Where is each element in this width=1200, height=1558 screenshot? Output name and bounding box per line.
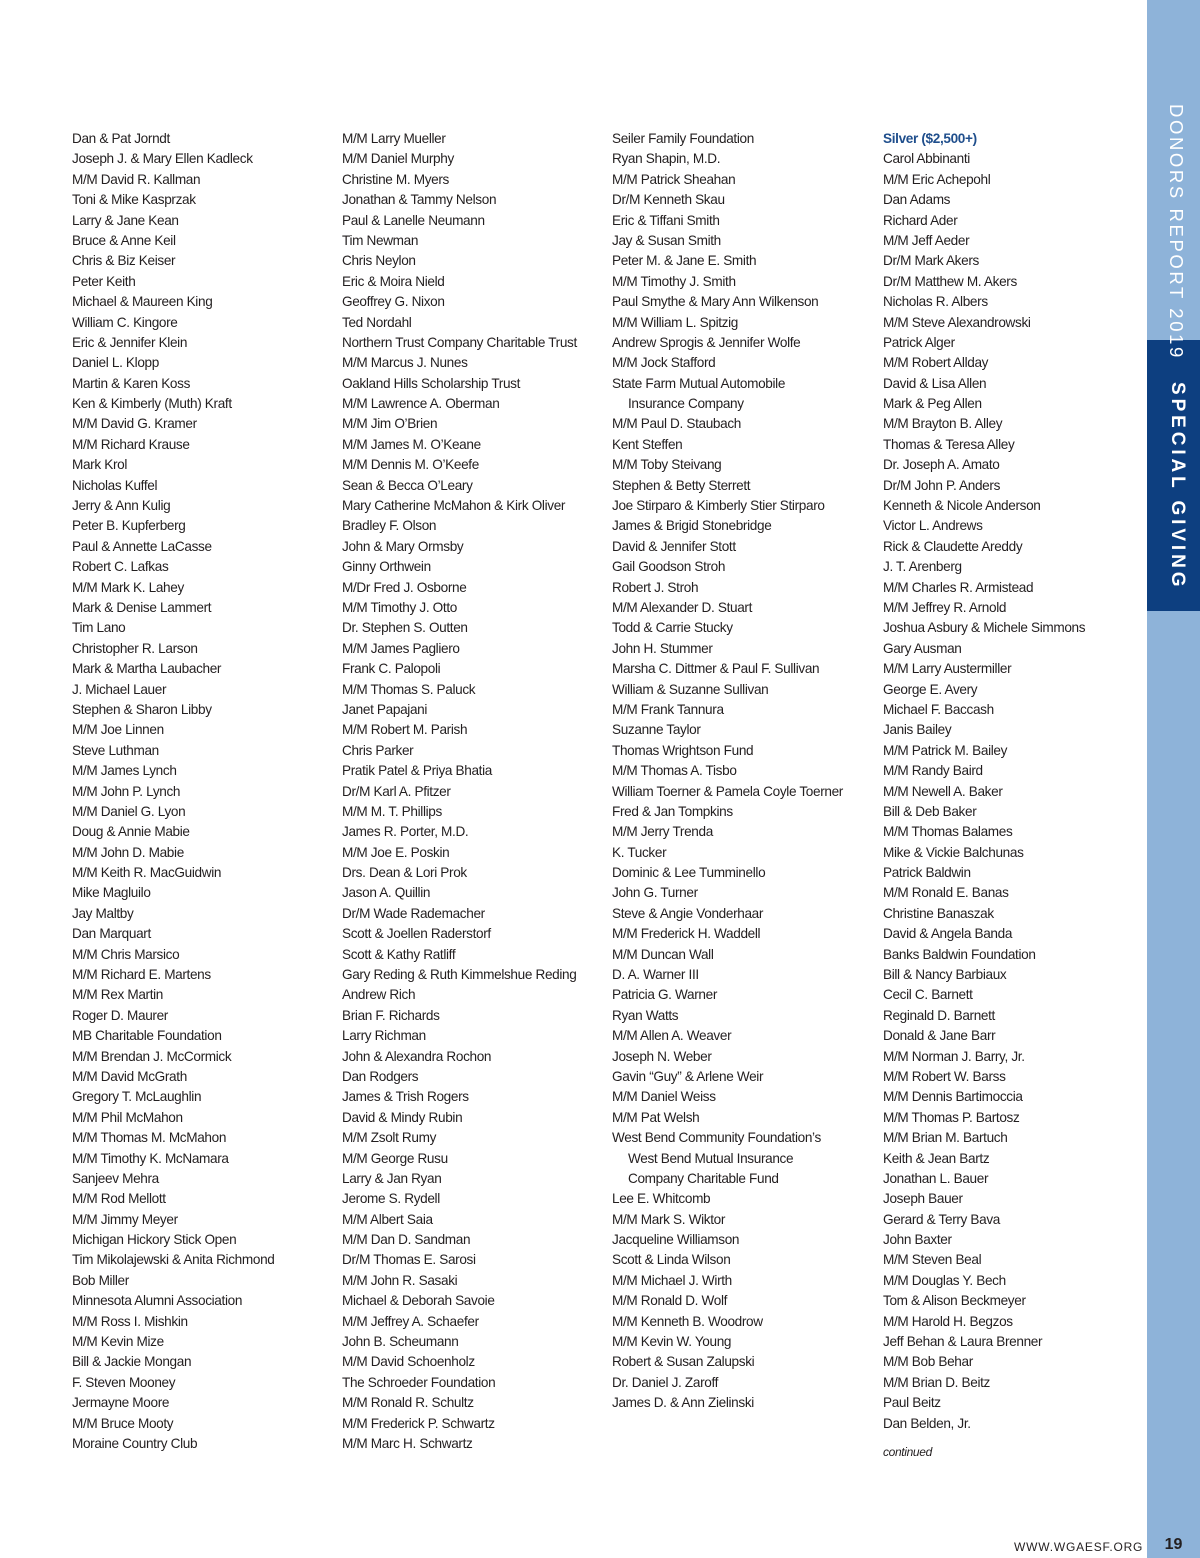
- donor-name: Daniel L. Klopp: [72, 355, 159, 371]
- donor-name: James R. Porter, M.D.: [342, 824, 469, 840]
- donor-name: M/M Thomas Balames: [883, 824, 1013, 840]
- donor-name: Bradley F. Olson: [342, 518, 437, 534]
- donor-name: M/M Richard E. Martens: [72, 967, 211, 983]
- donor-name: M/M Jeffrey A. Schaefer: [342, 1313, 479, 1329]
- donor-name: M/M Larry Austermiller: [883, 661, 1012, 677]
- donor-name: William & Suzanne Sullivan: [612, 681, 769, 697]
- donor-name: Gary Ausman: [883, 640, 962, 656]
- donor-column-3: [612, 129, 843, 1414]
- donor-name: M/M Brendan J. McCormick: [72, 1048, 232, 1064]
- donor-name: Janet Papajani: [342, 701, 428, 717]
- donor-name: Gary Reding & Ruth Kimmelshue Reding: [342, 967, 577, 983]
- donor-name: Gregory T. McLaughlin: [72, 1089, 202, 1105]
- donor-name: Ryan Watts: [612, 1007, 679, 1023]
- donor-name: M/Dr Fred J. Osborne: [342, 579, 467, 595]
- donor-name: M/M Timothy J. Smith: [612, 273, 736, 289]
- donor-name: M/M Ross I. Mishkin: [72, 1313, 188, 1329]
- donor-name: M/M Charles R. Armistead: [883, 579, 1034, 595]
- donor-name: M/M Joe Linnen: [72, 722, 164, 738]
- donor-name: M/M Bob Behar: [883, 1354, 973, 1370]
- donor-name: M/M Douglas Y. Bech: [883, 1272, 1006, 1288]
- donor-name: Frank C. Palopoli: [342, 661, 441, 677]
- donor-name: M/M Eric Achepohl: [883, 171, 991, 187]
- donor-name: M/M Jimmy Meyer: [72, 1211, 178, 1227]
- donor-name: Banks Baldwin Foundation: [883, 946, 1036, 962]
- donor-name: Joshua Asbury & Michele Simmons: [883, 620, 1086, 636]
- donor-name: M/M Robert W. Barss: [883, 1068, 1006, 1084]
- donor-name: David & Mindy Rubin: [342, 1109, 463, 1125]
- donor-name: M/M Brayton B. Alley: [883, 416, 1003, 432]
- donor-name: Robert C. Lafkas: [72, 559, 169, 575]
- donor-name: David & Lisa Allen: [883, 375, 987, 391]
- donor-name: M/M Chris Marsico: [72, 946, 180, 962]
- donor-name: Michael & Maureen King: [72, 294, 213, 310]
- donor-name: Geoffrey G. Nixon: [342, 294, 445, 310]
- donor-name: M/M Albert Saia: [342, 1211, 433, 1227]
- donor-name: Peter Keith: [72, 273, 136, 289]
- donor-name: M/M Jim O’Brien: [342, 416, 438, 432]
- donor-name: F. Steven Mooney: [72, 1374, 176, 1390]
- donor-name: Chris & Biz Keiser: [72, 253, 176, 269]
- donor-name: M/M Jock Stafford: [612, 355, 716, 371]
- donor-name: M/M Toby Steivang: [612, 457, 722, 473]
- donor-name: Roger D. Maurer: [72, 1007, 168, 1023]
- donor-name: Mike & Vickie Balchunas: [883, 844, 1024, 860]
- donor-name: Bill & Nancy Barbiaux: [883, 967, 1007, 983]
- donor-name: Drs. Dean & Lori Prok: [342, 865, 467, 881]
- donor-name: Lee E. Whitcomb: [612, 1191, 711, 1207]
- donor-name: Christine M. Myers: [342, 171, 449, 187]
- donor-name: Minnesota Alumni Association: [72, 1293, 243, 1309]
- donor-name: Dr/M Kenneth Skau: [612, 192, 725, 208]
- donor-name: M/M Kevin W. Young: [612, 1334, 732, 1350]
- donor-name: Martin & Karen Koss: [72, 375, 191, 391]
- donor-name: Patricia G. Warner: [612, 987, 717, 1003]
- donor-name: Robert & Susan Zalupski: [612, 1354, 755, 1370]
- donor-name: M/M Thomas P. Bartosz: [883, 1109, 1020, 1125]
- donor-name: Paul & Lanelle Neumann: [342, 212, 485, 228]
- donor-name: Joe Stirparo & Kimberly Stier Stirparo: [612, 498, 825, 514]
- donor-name: Andrew Rich: [342, 987, 416, 1003]
- donor-name: Gail Goodson Stroh: [612, 559, 726, 575]
- donor-name: M/M Ronald R. Schultz: [342, 1395, 474, 1411]
- donor-name: M/M Kevin Mize: [72, 1334, 164, 1350]
- donor-name: George E. Avery: [883, 681, 978, 697]
- donor-name: M/M Keith R. MacGuidwin: [72, 865, 222, 881]
- donor-name: Jeff Behan & Laura Brenner: [883, 1334, 1043, 1350]
- donor-name: Michael & Deborah Savoie: [342, 1293, 495, 1309]
- donor-name: James D. & Ann Zielinski: [612, 1395, 754, 1411]
- donor-name: John & Alexandra Rochon: [342, 1048, 492, 1064]
- donor-name: M/M Jeff Aeder: [883, 232, 970, 248]
- donor-name: Chris Neylon: [342, 253, 416, 269]
- donor-name: Jason A. Quillin: [342, 885, 431, 901]
- donor-name: M/M Mark K. Lahey: [72, 579, 184, 595]
- donor-name: West Bend Community Foundation’s: [612, 1130, 821, 1146]
- donor-name: M/M Ronald E. Banas: [883, 885, 1009, 901]
- donor-name: Sean & Becca O’Leary: [342, 477, 473, 493]
- donor-name: M/M David McGrath: [72, 1068, 187, 1084]
- donor-name: Tim Lano: [72, 620, 126, 636]
- donor-name: Reginald D. Barnett: [883, 1007, 995, 1023]
- donor-name: M/M Norman J. Barry, Jr.: [883, 1048, 1025, 1064]
- donor-name: William C. Kingore: [72, 314, 178, 330]
- donor-name: Gerard & Terry Bava: [883, 1211, 1001, 1227]
- donor-name: M/M Marcus J. Nunes: [342, 355, 468, 371]
- donor-name: Stephen & Betty Sterrett: [612, 477, 751, 493]
- donor-name: John & Mary Ormsby: [342, 538, 464, 554]
- section-title: SPECIAL GIVING: [1167, 382, 1188, 591]
- donor-name: Eric & Tiffani Smith: [612, 212, 720, 228]
- donor-name: M/M Thomas S. Paluck: [342, 681, 476, 697]
- donor-name: M/M Michael J. Wirth: [612, 1272, 732, 1288]
- donor-name: Pratik Patel & Priya Bhatia: [342, 763, 492, 779]
- donor-name: M/M David G. Kramer: [72, 416, 197, 432]
- donor-name: M/M Patrick Sheahan: [612, 171, 736, 187]
- donor-name: Doug & Annie Mabie: [72, 824, 190, 840]
- donor-name: M/M Daniel G. Lyon: [72, 803, 186, 819]
- donor-name: Joseph J. & Mary Ellen Kadleck: [72, 151, 253, 167]
- donor-name: M/M Thomas A. Tisbo: [612, 763, 737, 779]
- donor-name: M/M Alexander D. Stuart: [612, 599, 753, 615]
- donor-name: M/M Mark S. Wiktor: [612, 1211, 726, 1227]
- donor-name: Jonathan L. Bauer: [883, 1170, 989, 1186]
- donor-name: Mark & Martha Laubacher: [72, 661, 222, 677]
- donor-name: Bill & Deb Baker: [883, 803, 977, 819]
- donor-name: M/M Frederick H. Waddell: [612, 926, 761, 942]
- donor-name: Dr/M Mark Akers: [883, 253, 979, 269]
- page-number: 19: [1164, 1536, 1183, 1553]
- donor-name: M/M Paul D. Staubach: [612, 416, 741, 432]
- donor-name: M/M James Lynch: [72, 763, 177, 779]
- donor-name: Eric & Jennifer Klein: [72, 334, 188, 350]
- donor-name: Jonathan & Tammy Nelson: [342, 192, 497, 208]
- donor-name: Jay & Susan Smith: [612, 232, 721, 248]
- donor-name: Donald & Jane Barr: [883, 1028, 996, 1044]
- donor-name: M/M Lawrence A. Oberman: [342, 396, 500, 412]
- donor-name: K. Tucker: [612, 844, 667, 860]
- donor-name: Stephen & Sharon Libby: [72, 701, 212, 717]
- donor-name: M/M Robert M. Parish: [342, 722, 468, 738]
- donor-name: Dr. Joseph A. Amato: [883, 457, 1000, 473]
- donor-name: Joseph N. Weber: [612, 1048, 712, 1064]
- donor-name: Eric & Moira Nield: [342, 273, 445, 289]
- donor-name: Keith & Jean Bartz: [883, 1150, 990, 1166]
- donor-name: Larry Richman: [342, 1028, 426, 1044]
- donor-name: M/M Frank Tannura: [612, 701, 724, 717]
- donor-name: State Farm Mutual Automobile: [612, 375, 786, 391]
- donor-name: Nicholas R. Albers: [883, 294, 988, 310]
- donor-name: Scott & Joellen Raderstorf: [342, 926, 491, 942]
- donor-name: M/M Harold H. Begzos: [883, 1313, 1013, 1329]
- donor-name: M/M Dennis M. O’Keefe: [342, 457, 479, 473]
- donor-name: Jermayne Moore: [72, 1395, 170, 1411]
- donor-name: Dr/M Thomas E. Sarosi: [342, 1252, 476, 1268]
- donor-name: Steve Luthman: [72, 742, 159, 758]
- donor-name: Northern Trust Company Charitable Trust: [342, 334, 577, 350]
- donor-name: M/M Phil McMahon: [72, 1109, 183, 1125]
- donor-name: Dr/M Karl A. Pfitzer: [342, 783, 451, 799]
- donor-name: M/M George Rusu: [342, 1150, 448, 1166]
- donor-name: M/M John R. Sasaki: [342, 1272, 458, 1288]
- donor-name: Jerry & Ann Kulig: [72, 498, 171, 514]
- donor-name: M/M Timothy K. McNamara: [72, 1150, 229, 1166]
- donor-name: John B. Scheumann: [342, 1334, 459, 1350]
- donor-name: David & Angela Banda: [883, 926, 1013, 942]
- donor-name: M/M Brian D. Beitz: [883, 1374, 991, 1390]
- report-title: DONORS REPORT 2019: [1166, 104, 1187, 360]
- donor-name: Ginny Orthwein: [342, 559, 431, 575]
- donor-name: John H. Stummer: [612, 640, 713, 656]
- donor-name: Michael F. Baccash: [883, 701, 994, 717]
- donor-name: M/M James M. O’Keane: [342, 436, 481, 452]
- donor-name: Bruce & Anne Keil: [72, 232, 176, 248]
- donor-name: Peter M. & Jane E. Smith: [612, 253, 757, 269]
- donor-name: Christine Banaszak: [883, 905, 994, 921]
- donor-name: Bob Miller: [72, 1272, 129, 1288]
- donor-name: Toni & Mike Kasprzak: [72, 192, 196, 208]
- donor-name: Dan Belden, Jr.: [883, 1415, 971, 1431]
- donor-name: The Schroeder Foundation: [342, 1374, 496, 1390]
- donor-name: MB Charitable Foundation: [72, 1028, 222, 1044]
- donor-name: West Bend Mutual Insurance: [628, 1150, 794, 1166]
- donor-name: Dr/M Matthew M. Akers: [883, 273, 1017, 289]
- donor-name: Brian F. Richards: [342, 1007, 440, 1023]
- donor-name: M/M Frederick P. Schwartz: [342, 1415, 495, 1431]
- donor-name: Peter B. Kupferberg: [72, 518, 186, 534]
- donor-name: David & Jennifer Stott: [612, 538, 736, 554]
- donor-name: M/M Daniel Weiss: [612, 1089, 716, 1105]
- donor-name: Scott & Kathy Ratliff: [342, 946, 456, 962]
- donor-name: Patrick Baldwin: [883, 865, 971, 881]
- donor-name: John G. Turner: [612, 885, 698, 901]
- donor-column-2: [342, 129, 577, 1454]
- donor-name: Steve & Angie Vonderhaar: [612, 905, 764, 921]
- donor-name: M/M Daniel Murphy: [342, 151, 454, 167]
- donor-name: Robert J. Stroh: [612, 579, 699, 595]
- donor-name: M/M Jerry Trenda: [612, 824, 713, 840]
- donor-name: Suzanne Taylor: [612, 722, 701, 738]
- donor-name: Fred & Jan Tompkins: [612, 803, 733, 819]
- donor-name: Larry & Jane Kean: [72, 212, 179, 228]
- donor-name: M/M William L. Spitzig: [612, 314, 738, 330]
- donor-name: Jacqueline Williamson: [612, 1232, 740, 1248]
- donor-name: Mark & Denise Lammert: [72, 599, 212, 615]
- donor-name: Gavin “Guy” & Arlene Weir: [612, 1068, 764, 1084]
- donor-name: M/M Marc H. Schwartz: [342, 1436, 473, 1451]
- donor-name: Dan Adams: [883, 192, 951, 208]
- donor-name: Paul Beitz: [883, 1395, 941, 1411]
- donor-name: Jerome S. Rydell: [342, 1191, 440, 1207]
- donor-name: M/M Dan D. Sandman: [342, 1232, 471, 1248]
- donor-name: Mark Krol: [72, 457, 128, 473]
- donor-name: James & Brigid Stonebridge: [612, 518, 772, 534]
- donor-name: M/M John D. Mabie: [72, 844, 184, 860]
- donor-name: Tim Newman: [342, 232, 419, 248]
- donor-name: M/M Joe E. Poskin: [342, 844, 450, 860]
- donor-name: M/M Dennis Bartimoccia: [883, 1089, 1023, 1105]
- donor-name: Dr/M Wade Rademacher: [342, 905, 485, 921]
- donor-name: Bill & Jackie Mongan: [72, 1354, 192, 1370]
- donor-name: Dr. Daniel J. Zaroff: [612, 1374, 719, 1390]
- donor-name: Marsha C. Dittmer & Paul F. Sullivan: [612, 661, 820, 677]
- donor-name: Tom & Alison Beckmeyer: [883, 1293, 1026, 1309]
- donor-name: Company Charitable Fund: [628, 1170, 779, 1186]
- continued-note: continued: [883, 1445, 932, 1459]
- donor-name: Dan Marquart: [72, 926, 151, 942]
- donor-name: M/M John P. Lynch: [72, 783, 181, 799]
- donor-name: M/M Brian M. Bartuch: [883, 1130, 1008, 1146]
- donor-name: M/M Randy Baird: [883, 763, 983, 779]
- footer-url: WWW.WGAESF.ORG: [1014, 1540, 1144, 1554]
- donor-name: M/M M. T. Phillips: [342, 803, 442, 819]
- donor-name: Janis Bailey: [883, 722, 952, 738]
- donor-name: Dan & Pat Jorndt: [72, 131, 170, 146]
- donor-name: M/M Robert Allday: [883, 355, 989, 371]
- donor-name: Joseph Bauer: [883, 1191, 963, 1207]
- donor-name: Thomas Wrightson Fund: [612, 742, 754, 758]
- donor-name: Nicholas Kuffel: [72, 477, 158, 493]
- donor-name: Moraine Country Club: [72, 1436, 198, 1451]
- donor-name: M/M Rod Mellott: [72, 1191, 166, 1207]
- donor-name: Ted Nordahl: [342, 314, 412, 330]
- donor-name: Todd & Carrie Stucky: [612, 620, 733, 636]
- donor-name: M/M Duncan Wall: [612, 946, 714, 962]
- donor-column-1: [72, 129, 275, 1454]
- donor-name: M/M Jeffrey R. Arnold: [883, 599, 1007, 615]
- donor-name: Paul & Annette LaCasse: [72, 538, 212, 554]
- donor-name: Kenneth & Nicole Anderson: [883, 498, 1041, 514]
- donor-name: Insurance Company: [628, 396, 744, 412]
- donor-name: M/M Patrick M. Bailey: [883, 742, 1008, 758]
- donor-name: Michigan Hickory Stick Open: [72, 1232, 237, 1248]
- donor-name: M/M Bruce Mooty: [72, 1415, 174, 1431]
- donor-name: M/M Rex Martin: [72, 987, 164, 1003]
- donor-name: Mary Catherine McMahon & Kirk Oliver: [342, 498, 566, 514]
- donor-name: Thomas & Teresa Alley: [883, 436, 1015, 452]
- donor-name: Sanjeev Mehra: [72, 1170, 159, 1186]
- donor-name: Kent Steffen: [612, 436, 683, 452]
- donor-name: Jay Maltby: [72, 905, 134, 921]
- donor-name: Tim Mikolajewski & Anita Richmond: [72, 1252, 275, 1268]
- donor-name: Patrick Alger: [883, 334, 955, 350]
- donor-name: M/M Ronald D. Wolf: [612, 1293, 728, 1309]
- donor-name: Carol Abbinanti: [883, 151, 970, 167]
- donor-name: M/M Zsolt Rumy: [342, 1130, 437, 1146]
- donor-name: Mark & Peg Allen: [883, 396, 982, 412]
- donor-name: Rick & Claudette Areddy: [883, 538, 1023, 554]
- donor-name: Dan Rodgers: [342, 1068, 419, 1084]
- donor-name: James & Trish Rogers: [342, 1089, 469, 1105]
- donor-name: M/M Steve Alexandrowski: [883, 314, 1031, 330]
- donor-name: Dr/M John P. Anders: [883, 477, 1001, 493]
- donor-name: Richard Ader: [883, 212, 958, 228]
- donor-name: D. A. Warner III: [612, 967, 699, 983]
- section-heading-silver: Silver ($2,500+): [883, 131, 977, 146]
- donor-name: M/M Larry Mueller: [342, 131, 446, 146]
- donor-name: M/M David Schoenholz: [342, 1354, 475, 1370]
- donor-name: M/M Kenneth B. Woodrow: [612, 1313, 763, 1329]
- donor-name: M/M Timothy J. Otto: [342, 599, 457, 615]
- donor-name: Mike Magluilo: [72, 885, 151, 901]
- donor-name: Ken & Kimberly (Muth) Kraft: [72, 396, 232, 412]
- donor-name: Ryan Shapin, M.D.: [612, 151, 721, 167]
- donor-name: M/M Pat Welsh: [612, 1109, 700, 1125]
- donor-name: M/M Newell A. Baker: [883, 783, 1003, 799]
- donor-name: Dr. Stephen S. Outten: [342, 620, 468, 636]
- donor-name: M/M Allen A. Weaver: [612, 1028, 732, 1044]
- donor-name: William Toerner & Pamela Coyle Toerner: [612, 783, 843, 799]
- donor-name: M/M David R. Kallman: [72, 171, 201, 187]
- donor-name: Christopher R. Larson: [72, 640, 198, 656]
- donor-name: Paul Smythe & Mary Ann Wilkenson: [612, 294, 819, 310]
- donor-name: Cecil C. Barnett: [883, 987, 973, 1003]
- donor-column-4: [883, 129, 1085, 1462]
- donor-name: J. Michael Lauer: [72, 681, 167, 697]
- donor-name: Chris Parker: [342, 742, 414, 758]
- donor-name: Scott & Linda Wilson: [612, 1252, 731, 1268]
- donor-name: John Baxter: [883, 1232, 952, 1248]
- donor-name: M/M Steven Beal: [883, 1252, 982, 1268]
- donor-name: Larry & Jan Ryan: [342, 1170, 442, 1186]
- donor-name: Andrew Sprogis & Jennifer Wolfe: [612, 334, 801, 350]
- donor-name: Dominic & Lee Tumminello: [612, 865, 766, 881]
- donor-name: J. T. Arenberg: [883, 559, 962, 575]
- donor-name: Seiler Family Foundation: [612, 131, 754, 146]
- donor-name: M/M Thomas M. McMahon: [72, 1130, 227, 1146]
- donor-name: M/M James Pagliero: [342, 640, 460, 656]
- donor-name: M/M Richard Krause: [72, 436, 190, 452]
- donor-name: Victor L. Andrews: [883, 518, 983, 534]
- donor-name: Oakland Hills Scholarship Trust: [342, 375, 521, 391]
